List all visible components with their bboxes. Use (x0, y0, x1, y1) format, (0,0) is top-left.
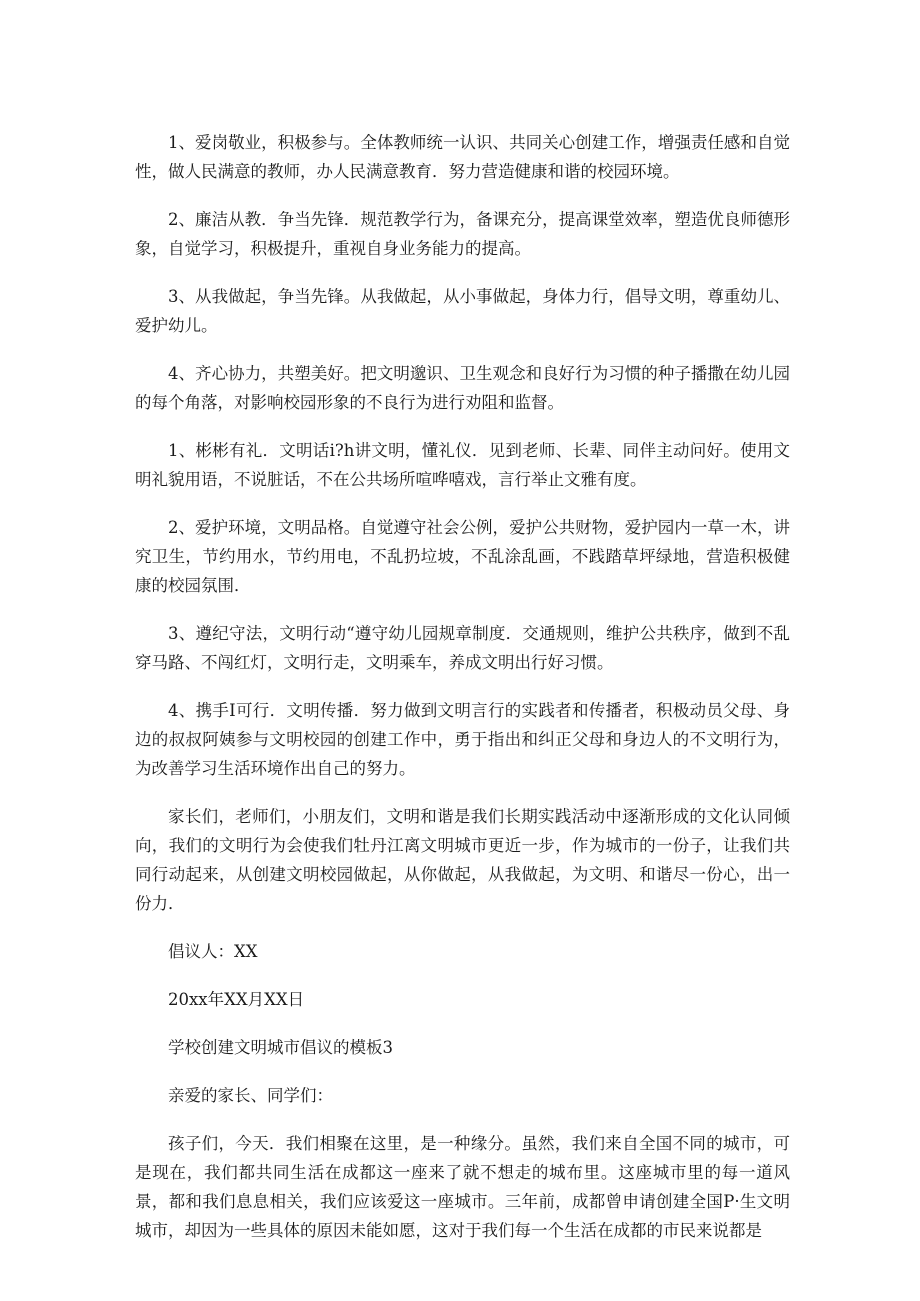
paragraph-child-3: 3、遵纪守法，文明行动“遵守幼儿园规章制度．交通规则，维护公共秩序，做到不乱穿马路、不闯红灯，文明行走，文明乘车，养成文明出行好习惯。 (135, 624, 790, 672)
signature-line: 倡议人：XX (168, 942, 258, 961)
paragraph-teacher-3: 3、从我做起，争当先锋。从我做起，从小事做起，身体力行，倡导文明，尊重幼儿、爱护幼儿。 (135, 287, 790, 335)
section-title: 学校创建文明城市倡议的模板3 (168, 1038, 393, 1057)
greeting-line: 亲爱的家长、同学们： (168, 1086, 333, 1105)
paragraph-child-4: 4、携手I可行．文明传播．努力做到文明言行的实践者和传播者，积极动员父母、身边的叔叔阿姨参与文明校园的创建工作中，勇于指出和纠正父母和身边人的不文明行为，为改善学习生活环境作出自己的努力。 (135, 701, 790, 778)
document-body (135, 128, 790, 1264)
paragraph-teacher-4: 4、齐心协力，共塑美好。把文明邈识、卫生观念和良好行为习惯的种子播撒在幼儿园的每个角落，对影响校园形象的不良行为进行劝阻和监督。 (135, 364, 790, 412)
paragraph-child-1: 1、彬彬有礼．文明话i?h讲文明，懂礼仪．见到老师、长辈、同伴主动问好。使用文明礼貌用语，不说脏话，不在公共场所喧哗嘻戏，言行举止文雅有度。 (135, 441, 790, 489)
paragraph-teacher-2: 2、廉洁从教．争当先锋．规范教学行为，备课充分，提高课堂效率，塑造优良师德形象，自觉学习，积极提升，重视自身业务能力的提高。 (135, 210, 790, 258)
paragraph-closing: 孩子们，今天．我们相聚在这里，是一种缘分。虽然，我们来自全国不同的城市，可是现在，我们都共同生活在成都这一座来了就不想走的城布里。这座城市里的每一道风景，都和我们息息相关，我们应该爱这一座城市。三年前，成都曾申请创建全国P·生文明城市，却因为一些具体的原因未能如愿，这对于我们每一个生活在成都的市民来说都是 (135, 1134, 790, 1240)
paragraph-teacher-1: 1、爱岗敬业，积极参与。全体教师统一认识、共同关心创建工作，增强责任感和自觉性，做人民满意的教师，办人民满意教育．努力营造健康和谐的校园环境。 (135, 133, 790, 181)
paragraph-appeal: 家长们，老师们，小朋友们，文明和谐是我们长期实践活动中逐渐形成的文化认同倾向，我们的文明行为会使我们牡丹江离文明城市更近一步，作为城市的一份子，让我们共同行动起来，从创建文明校园做起，从你做起，从我做起，为文明、和谐尽一份心，出一份力． (135, 807, 790, 913)
paragraph-child-2: 2、爱护环境，文明品格。自觉遵守社会公例，爱护公共财物，爱护园内一草一木，讲究卫生，节约用水，节约用电，不乱扔垃坡，不乱涂乱画，不践踏草坪绿地，营造积极健康的校园氛围． (135, 518, 790, 595)
date-line: 20xx年XX月XX日 (168, 990, 305, 1009)
